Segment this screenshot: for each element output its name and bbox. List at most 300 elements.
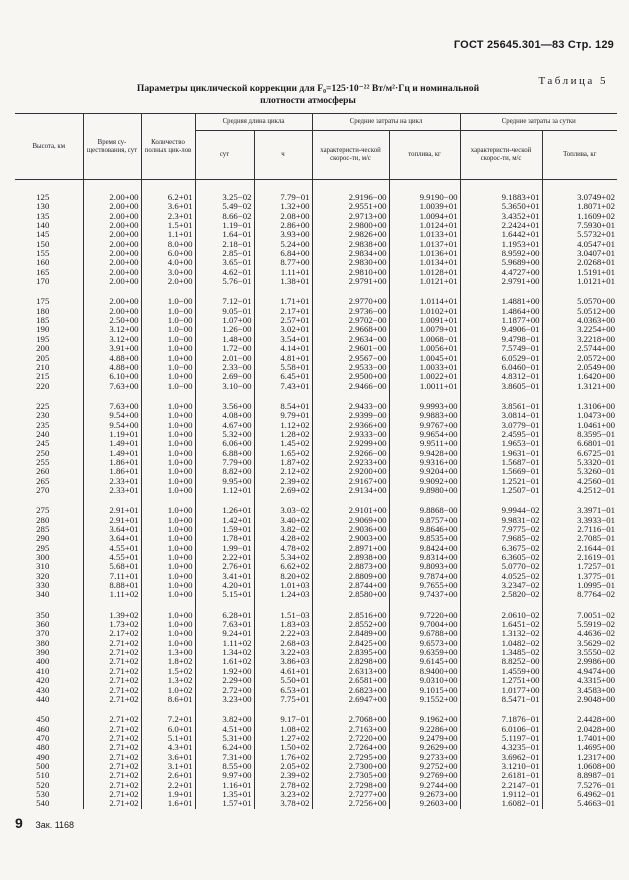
table-cell: 4.3+01 [141,743,195,752]
table-cell: 4.20+01 [195,581,254,590]
table-cell: 2.05+02 [254,762,312,771]
table-cell: 1.0056+01 [389,344,460,353]
table-cell: 3.8561−01 [460,402,542,411]
table-cell: 2.39+02 [254,771,312,780]
table-cell: 9.8646+00 [389,525,460,534]
table-cell: 3.3971−01 [542,506,617,515]
table-cell: 145 [15,230,83,239]
row-spacer [15,180,617,194]
table-cell: 4.88+00 [83,354,141,363]
table-cell: 6.6725−01 [542,449,617,458]
table-cell: 6.0529−01 [460,354,542,363]
col-avg-length-h: ч [254,131,312,180]
table-cell: 430 [15,686,83,695]
table-cell: 2.12+02 [254,467,312,476]
table-cell: 9.8757+00 [389,516,460,525]
table-cell: 8.20+02 [254,572,312,581]
table-cell: 2.1644−01 [542,544,617,553]
table-row [15,277,617,286]
table-cell: 1.0+02 [141,686,195,695]
table-cell: 2.7264+00 [312,743,389,752]
table-cell: 195 [15,335,83,344]
table-cell: 1.1953+01 [460,240,542,249]
table-cell: 245 [15,439,83,448]
table-cell: 9.7437+00 [389,590,460,599]
table-cell: 1.8071+02 [542,202,617,211]
table-cell: 1.6+01 [141,799,195,808]
table-cell: 1.5+01 [141,221,195,230]
table-cell: 9.2479+00 [389,734,460,743]
table-cell: 3.91+00 [83,344,141,353]
table-cell: 1.0−00 [141,335,195,344]
table-cell: 9.97+00 [195,771,254,780]
table-cell: 2.6313+00 [312,667,389,676]
table-cell: 2.7220+00 [312,734,389,743]
table-head [15,114,617,180]
table-cell: 2.9433−00 [312,402,389,411]
table-cell: 7.63+00 [83,402,141,411]
table-cell: 1.5+02 [141,667,195,676]
table-cell: 440 [15,695,83,704]
table-cell: 2.8552+00 [312,620,389,629]
table-cell: 2.9333−00 [312,430,389,439]
table-cell: 9.6573+00 [389,639,460,648]
table-cell: 1.0134+01 [389,258,460,267]
table-cell: 9.9190−00 [389,193,460,202]
table-cell: 3.93+00 [254,230,312,239]
table-cell: 7.63+00 [83,382,141,391]
table-cell: 5.68+01 [83,562,141,571]
table-cell: 390 [15,648,83,657]
table-cell: 3.0779−01 [460,421,542,430]
table-label: Таблица 5 [538,75,608,87]
table-row [15,486,617,495]
table-cell: 1.3485−02 [460,648,542,657]
table-cell: 7.75+01 [254,695,312,704]
table-cell: 1.45+02 [254,439,312,448]
table-cell: 280 [15,516,83,525]
table-cell: 1.0121+01 [542,277,617,286]
table-cell: 3.6+01 [141,202,195,211]
table-cell: 5.5919−02 [542,620,617,629]
table-cell: 3.12+00 [83,325,141,334]
table-cell: 9.79+01 [254,411,312,420]
table-cell: 8.54+01 [254,402,312,411]
table-cell: 1.2521−01 [460,477,542,486]
table-cell: 9.2733+00 [389,753,460,762]
table-cell: 4.67+00 [195,421,254,430]
table-cell: 3.86+03 [254,657,312,666]
table-cell: 7.63+01 [195,620,254,629]
table-cell: 1.0102+01 [389,307,460,316]
col-height: Высота, км [15,114,83,180]
table-cell: 9.05−01 [195,307,254,316]
table-cell: 5.34+02 [254,553,312,562]
table-cell: 1.0114+01 [389,297,460,306]
table-cell: 2.7298+00 [312,781,389,790]
table-cell: 3.54+01 [254,335,312,344]
table-cell: 6.88+00 [195,449,254,458]
table-cell: 1.4864+00 [460,307,542,316]
table-cell: 2.71+02 [83,725,141,734]
table-cell: 1.0+00 [141,467,195,476]
table-cell: 300 [15,553,83,562]
table-cell: 4.2560−01 [542,477,617,486]
table-cell: 3.22+03 [254,648,312,657]
table-cell: 9.0310+00 [389,676,460,685]
table-cell: 1.6420+00 [542,372,617,381]
table-cell: 1.0022+01 [389,372,460,381]
table-cell: 2.91+01 [83,506,141,515]
data-table [15,113,617,809]
table-cell: 2.8425+00 [312,639,389,648]
table-cell: 1.0+00 [141,516,195,525]
table-cell: 5.0512+00 [542,307,617,316]
table-cell: 2.9702−00 [312,316,389,325]
table-cell: 8.55+00 [195,762,254,771]
table-cell: 1.1+01 [141,230,195,239]
table-cell: 7.12−01 [195,297,254,306]
table-cell: 2.86+00 [254,221,312,230]
table-cell: 5.0770−02 [460,562,542,571]
table-cell: 225 [15,402,83,411]
table-cell: 1.6442+01 [460,230,542,239]
table-cell: 1.0+00 [141,544,195,553]
table-cell: 2.9810+00 [312,268,389,277]
table-cell: 2.17+02 [83,629,141,638]
table-cell: 2.1619−01 [542,553,617,562]
table-cell: 2.8395+00 [312,648,389,657]
table-cell: 8.7764−02 [542,590,617,599]
table-cell: 180 [15,307,83,316]
page-footer [15,815,74,831]
table-cell: 2.71+02 [83,648,141,657]
table-cell: 9.17−01 [254,715,312,724]
table-cell: 1.0+00 [141,354,195,363]
table-cell: 1.0136+01 [389,249,460,258]
table-cell: 1.4881+00 [460,297,542,306]
table-cell: 155 [15,249,83,258]
table-cell: 2.39+02 [254,477,312,486]
table-cell: 2.8873+00 [312,562,389,571]
table-cell: 1.59+01 [195,525,254,534]
table-cell: 9.8314+00 [389,553,460,562]
table-cell: 8.9592+00 [460,249,542,258]
table-cell: 5.1+01 [141,734,195,743]
table-cell: 6.62+02 [254,562,312,571]
table-cell: 6.3605−02 [460,553,542,562]
table-cell: 1.57+01 [195,799,254,808]
table-cell: 4.0547+01 [542,240,617,249]
table-cell: 1.0177+00 [460,686,542,695]
table-cell: 3.82−02 [254,525,312,534]
table-cell: 2.0549+00 [542,363,617,372]
table-cell: 290 [15,534,83,543]
table-cell: 1.0+00 [141,611,195,620]
table-cell: 2.9266−00 [312,449,389,458]
table-cell: 1.39+02 [83,611,141,620]
table-cell: 2.2+01 [141,781,195,790]
table-cell: 1.32+00 [254,202,312,211]
table-cell: 1.51−03 [254,611,312,620]
table-cell: 7.43+01 [254,382,312,391]
table-cell: 350 [15,611,83,620]
table-cell: 1.27+02 [254,734,312,743]
table-cell: 1.0+00 [141,421,195,430]
col-avg-length: Средняя длина цикла [195,114,312,131]
table-cell: 1.28+02 [254,430,312,439]
table-cell: 1.3121+00 [542,382,617,391]
col-avg-cycle-char: характеристи-ческой скорос-ти, м/с [312,131,389,180]
table-cell: 2.18−01 [195,240,254,249]
table-cell: 4.3235−01 [460,743,542,752]
table-cell: 3.03−02 [254,506,312,515]
table-cell: 1.9653−01 [460,439,542,448]
table-cell: 9.8093+00 [389,562,460,571]
table-cell: 1.12+02 [254,421,312,430]
table-cell: 2.71+02 [83,781,141,790]
table-cell: 6.0+00 [141,249,195,258]
table-cell: 2.9551+00 [312,202,389,211]
table-cell: 9.9883+00 [389,411,460,420]
table-cell: 250 [15,449,83,458]
table-cell: 2.7085−01 [542,534,617,543]
table-cell: 2.4428+00 [542,715,617,724]
table-cell: 2.9048+00 [542,695,617,704]
table-row [15,590,617,599]
table-cell: 9.8535+00 [389,534,460,543]
table-cell: 2.8580+00 [312,590,389,599]
table-cell: 1.16+01 [195,781,254,790]
table-cell: 1.0+00 [141,411,195,420]
table-cell: 4.88+00 [83,363,141,372]
table-cell: 2.33+01 [83,477,141,486]
table-cell: 2.9134+00 [312,486,389,495]
table-cell: 5.31+00 [195,734,254,743]
table-cell: 1.26+01 [195,506,254,515]
table-cell: 125 [15,193,83,202]
table-cell: 1.19+01 [83,430,141,439]
table-cell: 420 [15,676,83,685]
table-cell: 9.95+00 [195,477,254,486]
table-cell: 1.78+01 [195,534,254,543]
table-cell: 2.9791+00 [312,277,389,286]
table-cell: 2.8489+00 [312,629,389,638]
table-cell: 165 [15,268,83,277]
col-avg-day-fuel: Топлива, кг [542,131,617,180]
table-cell: 2.71+02 [83,639,141,648]
table-cell: 3.1210−01 [460,762,542,771]
table-cell: 4.2512−01 [542,486,617,495]
table-cell: 6.6801−01 [542,439,617,448]
table-cell: 3.23+00 [195,695,254,704]
table-cell: 7.9685−02 [460,534,542,543]
table-cell: 185 [15,316,83,325]
table-cell: 1.0+00 [141,562,195,571]
table-cell: 2.29+00 [195,676,254,685]
table-cell: 2.0610−02 [460,611,542,620]
table-cell: 5.15+01 [195,590,254,599]
table-cell: 9.9831−02 [460,516,542,525]
table-cell: 6.84+00 [254,249,312,258]
table-cell: 1.1877+00 [460,316,542,325]
table-cell: 9.7004+00 [389,620,460,629]
table-cell: 2.00+00 [83,212,141,221]
table-cell: 3.0749+02 [542,193,617,202]
table-cell: 2.9834+00 [312,249,389,258]
table-cell: 520 [15,781,83,790]
table-cell: 5.3320−01 [542,458,617,467]
table-cell: 6.0460−01 [460,363,542,372]
table-cell: 2.00+00 [83,249,141,258]
table-cell: 2.2424+01 [460,221,542,230]
table-cell: 370 [15,629,83,638]
table-cell: 2.6823+00 [312,686,389,695]
table-cell: 1.2317+00 [542,753,617,762]
table-cell: 1.0+00 [141,372,195,381]
table-cell: 3.1+01 [141,762,195,771]
table-cell: 1.49+01 [83,449,141,458]
table-cell: 2.9770+00 [312,297,389,306]
table-cell: 9.6145+00 [389,657,460,666]
table-cell: 235 [15,421,83,430]
table-cell: 2.9826+00 [312,230,389,239]
table-cell: 6.0106−01 [460,725,542,734]
table-cell: 175 [15,297,83,306]
table-cell: 530 [15,790,83,799]
table-cell: 2.00+00 [83,277,141,286]
table-cell: 9.7655+00 [389,581,460,590]
table-cell: 3.4352+01 [460,212,542,221]
table-cell: 1.0+00 [141,590,195,599]
table-cell: 1.0−00 [141,307,195,316]
table-cell: 1.4559+00 [460,667,542,676]
table-cell: 1.0+00 [141,449,195,458]
table-body [15,180,617,809]
table-cell: 6.3675−02 [460,544,542,553]
table-cell: 2.71+02 [83,771,141,780]
table-cell: 2.9366+00 [312,421,389,430]
table-cell: 2.69−00 [195,372,254,381]
table-cell: 330 [15,581,83,590]
table-cell: 2.7300+00 [312,762,389,771]
table-row [15,695,617,704]
table-cell: 9.6788+00 [389,629,460,638]
table-cell: 1.38+01 [254,277,312,286]
table-cell: 160 [15,258,83,267]
table-cell: 1.3775−01 [542,572,617,581]
table-cell: 270 [15,486,83,495]
table-cell: 320 [15,572,83,581]
table-cell: 1.0+00 [141,620,195,629]
table-cell: 7.79−01 [254,193,312,202]
table-cell: 9.4906−01 [460,325,542,334]
table-cell: 2.7305+00 [312,771,389,780]
table-cell: 2.71+02 [83,790,141,799]
table-cell: 205 [15,354,83,363]
table-cell: 1.87+02 [254,458,312,467]
table-cell: 5.3260−01 [542,467,617,476]
table-cell: 7.1876−01 [460,715,542,724]
table-cell: 140 [15,221,83,230]
table-cell: 2.9736−00 [312,307,389,316]
table-cell: 2.91+01 [83,516,141,525]
table-cell: 540 [15,799,83,808]
table-cell: 7.31+00 [195,753,254,762]
table-cell: 2.9567−00 [312,354,389,363]
table-cell: 1.0079+01 [389,325,460,334]
table-cell: 5.24+00 [254,240,312,249]
table-cell: 1.3106+00 [542,402,617,411]
table-cell: 4.0525−02 [460,572,542,581]
table-cell: 170 [15,277,83,286]
table-cell: 2.57+01 [254,316,312,325]
table-cell: 2.9634−00 [312,335,389,344]
table-cell: 2.7256+00 [312,799,389,808]
table-cell: 2.4595−01 [460,430,542,439]
table-cell: 9.24+01 [195,629,254,638]
table-cell: 1.0+00 [141,639,195,648]
table-cell: 4.14+01 [254,344,312,353]
table-cell: 1.3+00 [141,648,195,657]
table-cell: 3.6962−01 [460,753,542,762]
table-cell: 1.9112−01 [460,790,542,799]
table-cell: 3.82+00 [195,715,254,724]
table-cell: 6.28+01 [195,611,254,620]
table-cell: 1.0045+01 [389,354,460,363]
table-cell: 1.6082−01 [460,799,542,808]
table-cell: 285 [15,525,83,534]
table-cell: 1.0482−02 [460,639,542,648]
table-cell: 1.7257−01 [542,562,617,571]
table-cell: 1.0−00 [141,363,195,372]
table-cell: 4.3315+00 [542,676,617,685]
table-cell: 8.3595−01 [542,430,617,439]
table-cell: 3.64+01 [83,525,141,534]
table-cell: 4.62−01 [195,268,254,277]
table-cell: 190 [15,325,83,334]
table-cell: 5.58+01 [254,363,312,372]
table-cell: 4.55+01 [83,553,141,562]
table-cell: 7.5276−01 [542,781,617,790]
table-cell: 7.79+00 [195,458,254,467]
table-cell: 130 [15,202,83,211]
table-cell: 9.8868−00 [389,506,460,515]
table-cell: 9.2629+00 [389,743,460,752]
table-cell: 7.2+01 [141,715,195,724]
table-cell: 310 [15,562,83,571]
table-cell: 2.85−01 [195,249,254,258]
table-cell: 3.02+01 [254,325,312,334]
table-cell: 1.34+02 [195,648,254,657]
table-cell: 1.7401+00 [542,734,617,743]
table-cell: 2.6181−01 [460,771,542,780]
table-cell: 1.71+01 [254,297,312,306]
table-cell: 215 [15,372,83,381]
table-cell: 1.0461+00 [542,421,617,430]
table-cell: 1.0+00 [141,486,195,495]
table-cell: 3.0407+01 [542,249,617,258]
title-line-1: Параметры циклической коррекции для F₀=125·10⁻²² Вт/м²·Гц и номинальной [136,83,480,94]
table-cell: 2.71+02 [83,799,141,808]
table-cell: 8.9400+00 [389,667,460,676]
table-cell: 1.0039+01 [389,202,460,211]
table-cell: 5.76−01 [195,277,254,286]
table-cell: 8.82+00 [195,467,254,476]
table-cell: 7.11+01 [83,572,141,581]
col-avg-day: Средние затраты за сутки [460,114,617,131]
table-cell: 265 [15,477,83,486]
